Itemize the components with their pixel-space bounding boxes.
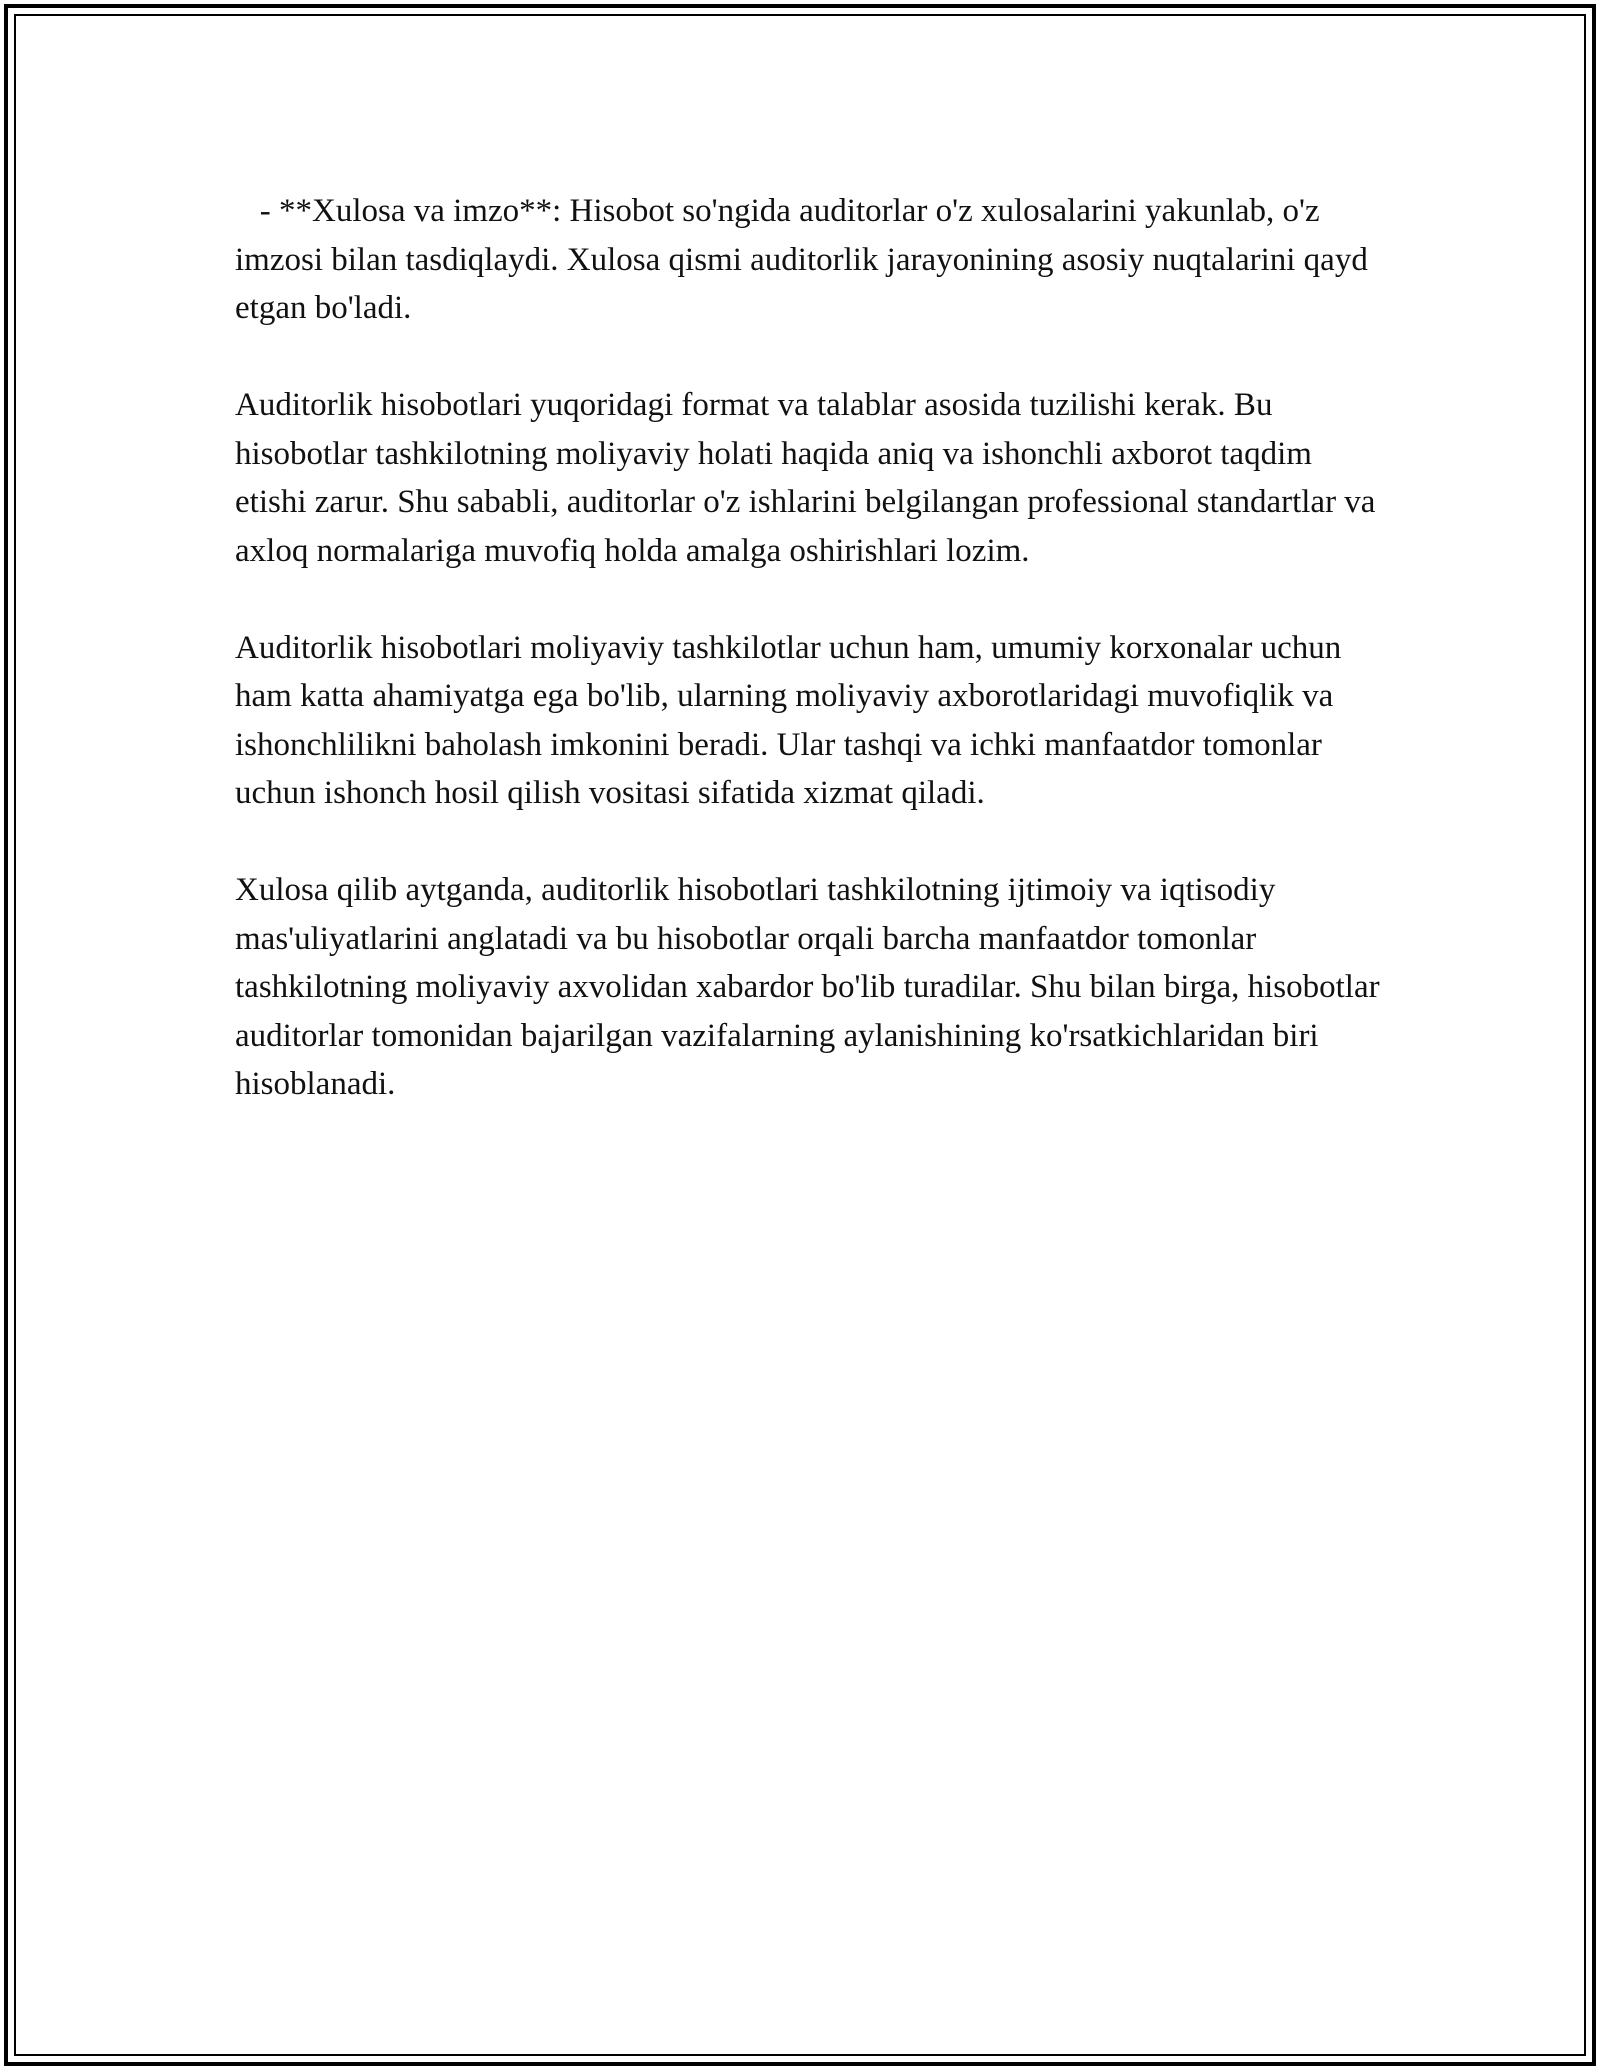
paragraph-report-importance: Auditorlik hisobotlari moliyaviy tashkilotlar uchun ham, umumiy korxonalar uchun ham katta ahamiyatga ega bo'lib, ularning moliyaviy axborotlaridagi muvofiqlik va ishonchlilikni baholash imkonini beradi. Ular tashqi va ichki manfaatdor tomonlar uchun ishonch hosil qilish vositasi sifatida xizmat qiladi. [235,629,1350,811]
paragraph-summary: Xulosa qilib aytganda, auditorlik hisobotlari tashkilotning ijtimoiy va iqtisodiy mas'uliyatlarini anglatadi va bu hisobotlar orqali barcha manfaatdor tomonlar tashkilotning moliyaviy axvolidan xabardor bo'lib turadilar. Shu bilan birga, hisobotlar auditorlar tomonidan bajarilgan vazifalarning aylanishining ko'rsatkichlaridan biri hisoblanadi. [235,872,1388,1102]
paragraph-conclusion-signature: - **Xulosa va imzo**: Hisobot so'ngida auditorlar o'z xulosalarini yakunlab, o'z imzosi bilan tasdiqlaydi. Xulosa qismi auditorlik jarayonining asosiy nuqtalarini qayd etgan bo'ladi. [235,193,1377,326]
paragraph-report-requirements: Auditorlik hisobotlari yuqoridagi format va talablar asosida tuzilishi kerak. Bu hisobotlar tashkilotning moliyaviy holati haqida aniq va ishonchli axborot taqdim etishi zarur. Shu sababli, auditorlar o'z ishlarini belgilangan professional standartlar va axloq normalariga muvofiq holda amalga oshirishlari lozim. [235,387,1384,569]
document-body [235,187,1388,1157]
